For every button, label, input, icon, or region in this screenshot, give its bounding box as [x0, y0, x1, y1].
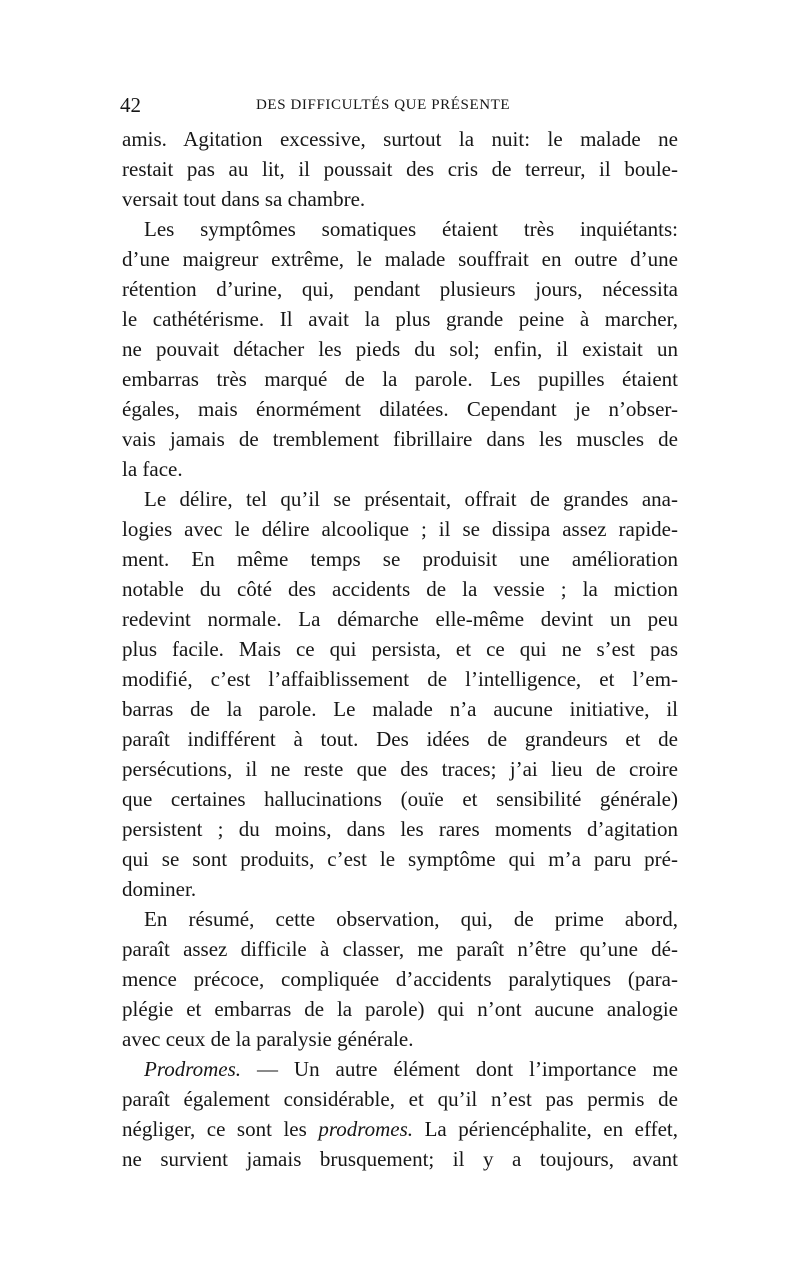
text-line: plus facile. Mais ce qui persista, et ce qui ne s’est pas [122, 637, 678, 661]
text-line: la face. [122, 457, 183, 481]
text-line: plégie et embarras de la parole) qui n’ont aucune analogie [122, 997, 678, 1021]
text-line: logies avec le délire alcoolique ; il se dissipa assez rapide- [122, 517, 678, 541]
text-line: avec ceux de la paralysie générale. [122, 1027, 414, 1051]
text-fragment: La périencéphalite, en effet, [413, 1117, 678, 1141]
text-line: embarras très marqué de la parole. Les pupilles étaient [122, 367, 678, 391]
text-fragment: négliger, ce sont les [122, 1117, 307, 1141]
text-line: Le délire, tel qu’il se présentait, offrait de grandes ana- [144, 487, 678, 511]
text-line: d’une maigreur extrême, le malade souffrait en outre d’une [122, 247, 678, 271]
text-line: paraît assez difficile à classer, me paraît n’être qu’une dé- [122, 937, 678, 961]
text-line: versait tout dans sa chambre. [122, 187, 366, 211]
text-line [122, 1114, 678, 1144]
text-line [122, 1054, 678, 1084]
text-line: rétention d’urine, qui, pendant plusieurs jours, nécessita [122, 277, 678, 301]
text-line: amis. Agitation excessive, surtout la nuit: le malade ne [122, 127, 678, 151]
text-line: qui se sont produits, c’est le symptôme qui m’a paru pré- [122, 847, 678, 871]
running-title: DES DIFFICULTÉS QUE PRÉSENTE [256, 97, 511, 113]
text-line: le cathétérisme. Il avait la plus grande peine à marcher, [122, 307, 678, 331]
section-heading-prodromes: Prodromes. [144, 1057, 242, 1081]
page-number: 42 [120, 93, 141, 117]
text-line: persistent ; du moins, dans les rares moments d’agitation [122, 817, 678, 841]
text-line: notable du côté des accidents de la vessie ; la miction [122, 577, 678, 601]
text-line: vais jamais de tremblement fibrillaire dans les muscles de [122, 427, 678, 451]
running-head [120, 92, 680, 122]
text-line: égales, mais énormément dilatées. Cependant je n’obser- [122, 397, 678, 421]
text-line: restait pas au lit, il poussait des cris de terreur, il boule- [122, 157, 678, 181]
text-line: dominer. [122, 877, 197, 901]
text-fragment: — Un autre élément dont l’importance me [241, 1057, 678, 1081]
text-line: paraît indifférent à tout. Des idées de grandeurs et de [122, 727, 678, 751]
body-text [122, 124, 678, 1174]
text-line: ne pouvait détacher les pieds du sol; enfin, il existait un [122, 337, 678, 361]
emphasis-prodromes: prodromes. [318, 1117, 414, 1141]
text-line: paraît également considérable, et qu’il n’est pas permis de [122, 1087, 678, 1111]
text-line: barras de la parole. Le malade n’a aucune initiative, il [122, 697, 678, 721]
text-line: modifié, c’est l’affaiblissement de l’intelligence, et l’em- [122, 667, 678, 691]
text-line: mence précoce, compliquée d’accidents paralytiques (para- [122, 967, 678, 991]
text-line: que certaines hallucinations (ouïe et sensibilité générale) [122, 787, 678, 811]
text-line: persécutions, il ne reste que des traces; j’ai lieu de croire [122, 757, 678, 781]
text-line: Les symptômes somatiques étaient très inquiétants: [144, 217, 678, 241]
text-line: ment. En même temps se produisit une amélioration [122, 547, 678, 571]
text-line: redevint normale. La démarche elle-même devint un peu [122, 607, 678, 631]
text-line: En résumé, cette observation, qui, de prime abord, [144, 907, 678, 931]
text-line: ne survient jamais brusquement; il y a toujours, avant [122, 1147, 678, 1171]
